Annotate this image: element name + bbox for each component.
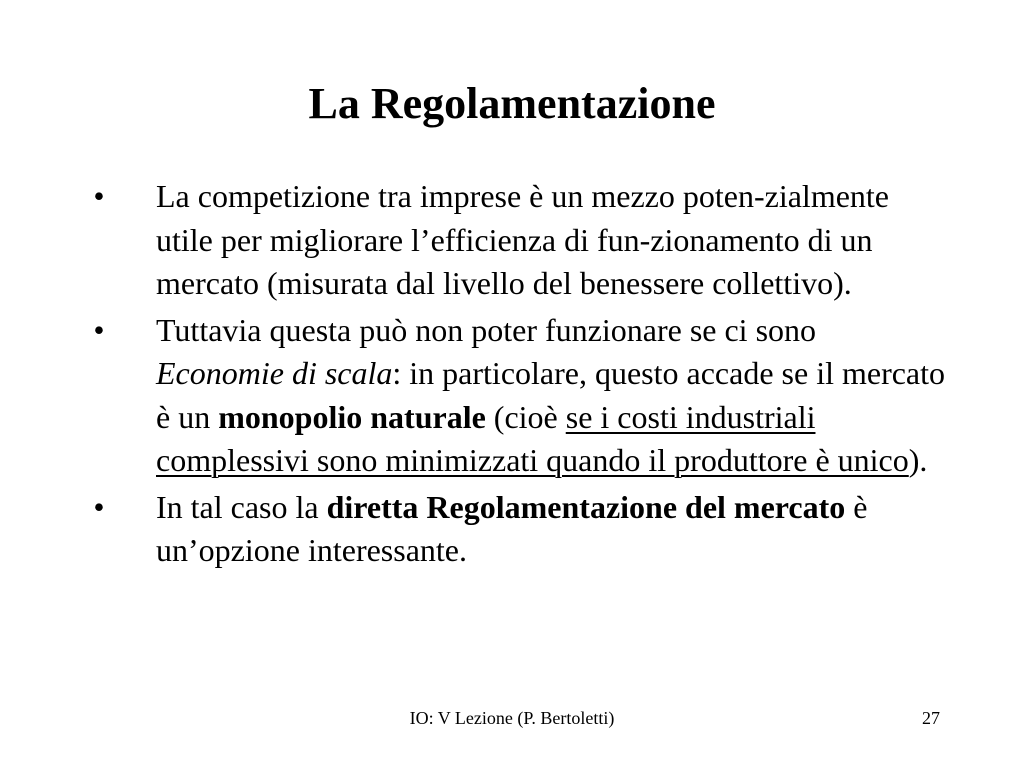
bullet-text <box>156 309 946 483</box>
bullet-text-segment: è un’opzione interessante. <box>156 488 868 568</box>
footer-label: IO: V Lezione (P. Bertoletti) <box>409 708 615 728</box>
bullet-icon: • <box>93 488 105 525</box>
bullet-list <box>84 175 954 576</box>
bold-term: diretta Regolamentazione del mercato <box>326 488 846 525</box>
bullet-item <box>84 175 954 306</box>
bullet-text-segment: (cioè <box>485 398 566 435</box>
bold-term: monopolio naturale <box>218 398 486 435</box>
bullet-item <box>84 309 954 483</box>
underlined-phrase: se i costi industriali complessivi sono minimizzati quando il produttore è unico <box>156 398 909 478</box>
bullet-text-segment: In tal caso la <box>156 488 327 525</box>
page-number: 27 <box>922 708 940 728</box>
slide-title: La Regolamentazione <box>308 79 716 128</box>
bullet-text-segment: Tuttavia questa può non poter funzionare se ci sono <box>156 311 817 348</box>
bullet-text <box>156 175 946 306</box>
bullet-icon: • <box>93 311 105 348</box>
bullet-text <box>156 486 946 573</box>
bullet-text-segment: : in particolare, questo accade se il mercato è un <box>156 355 946 435</box>
bullet-icon: • <box>93 178 105 214</box>
bullet-item <box>84 486 954 573</box>
bullet-text-segment: ). <box>908 442 928 478</box>
bullet-text-segment: La competizione tra imprese è un mezzo poten-zialmente utile per migliorare l’efficienza di fun-zionamento di un mercato (misurata dal livello del benessere collettivo). <box>156 178 889 301</box>
italic-term: Economie di scala <box>156 355 393 391</box>
